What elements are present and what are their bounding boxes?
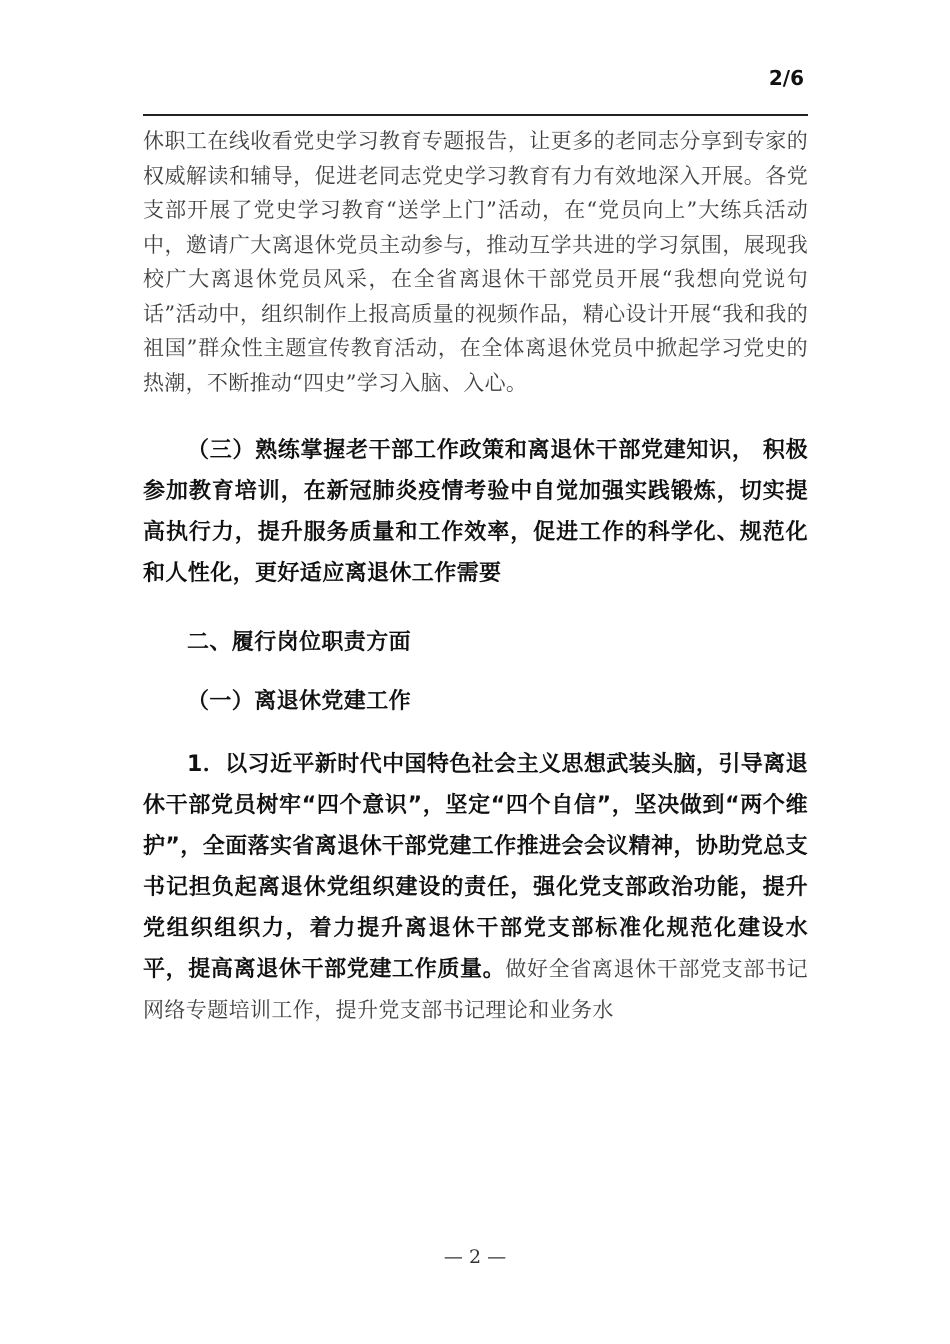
subsection-heading-one: （一）离退休党建工作 [187,689,412,714]
section-heading-two: 二、履行岗位职责方面 [187,630,412,655]
page-number: — 2 — [443,1246,507,1268]
item-one-bold-text: 1．以习近平新时代中国特色社会主义思想武装头脑，引导离退休干部党员树牢“四个意识”，坚定“四个自信”，坚决做到“两个维护”，全面落实省离退休干部党建工作推进会会议精神，协助党总支书记担负起离退休党组织建设的责任，强化党支部政治功能，提升党组织组织力，着力提升离退休干部党支部标准化规范化建设水平，提高离退休干部党建工作质量。 [143,752,808,982]
paragraph-item-one [143,744,808,1031]
item-one-regular-text: 做好全省离退休干部党支部书记网络专题培训工作，提升党支部书记理论和业务水 [143,957,808,1022]
document-body [143,124,808,1031]
subsection-heading-three: （三）熟练掌握老干部工作政策和离退休干部党建知识， 积极参加教育培训，在新冠肺炎疫情考验中自觉加强实践锻炼，切实提高执行力，提升服务质量和工作效率，促进工作的科学化、规范化和人性化，更好适应离退休工作需要 [143,438,808,586]
header-rule [143,114,808,116]
page-indicator: 2/6 [768,66,804,90]
paragraph-continuation: 休职工在线收看党史学习教育专题报告，让更多的老同志分享到专家的权威解读和辅导，促进老同志党史学习教育有力有效地深入开展。各党支部开展了党史学习教育“送学上门”活动，在“党员向上”大练兵活动中，邀请广大离退休党员主动参与，推动互学共进的学习氛围，展现我校广大离退休党员风采，在全省离退休干部党员开展“我想向党说句话”活动中，组织制作上报高质量的视频作品，精心设计开展“我和我的祖国”群众性主题宣传教育活动，在全体离退休党员中掀起学习党史的热潮，不断推动“四史”学习入脑、入心。 [143,129,808,395]
